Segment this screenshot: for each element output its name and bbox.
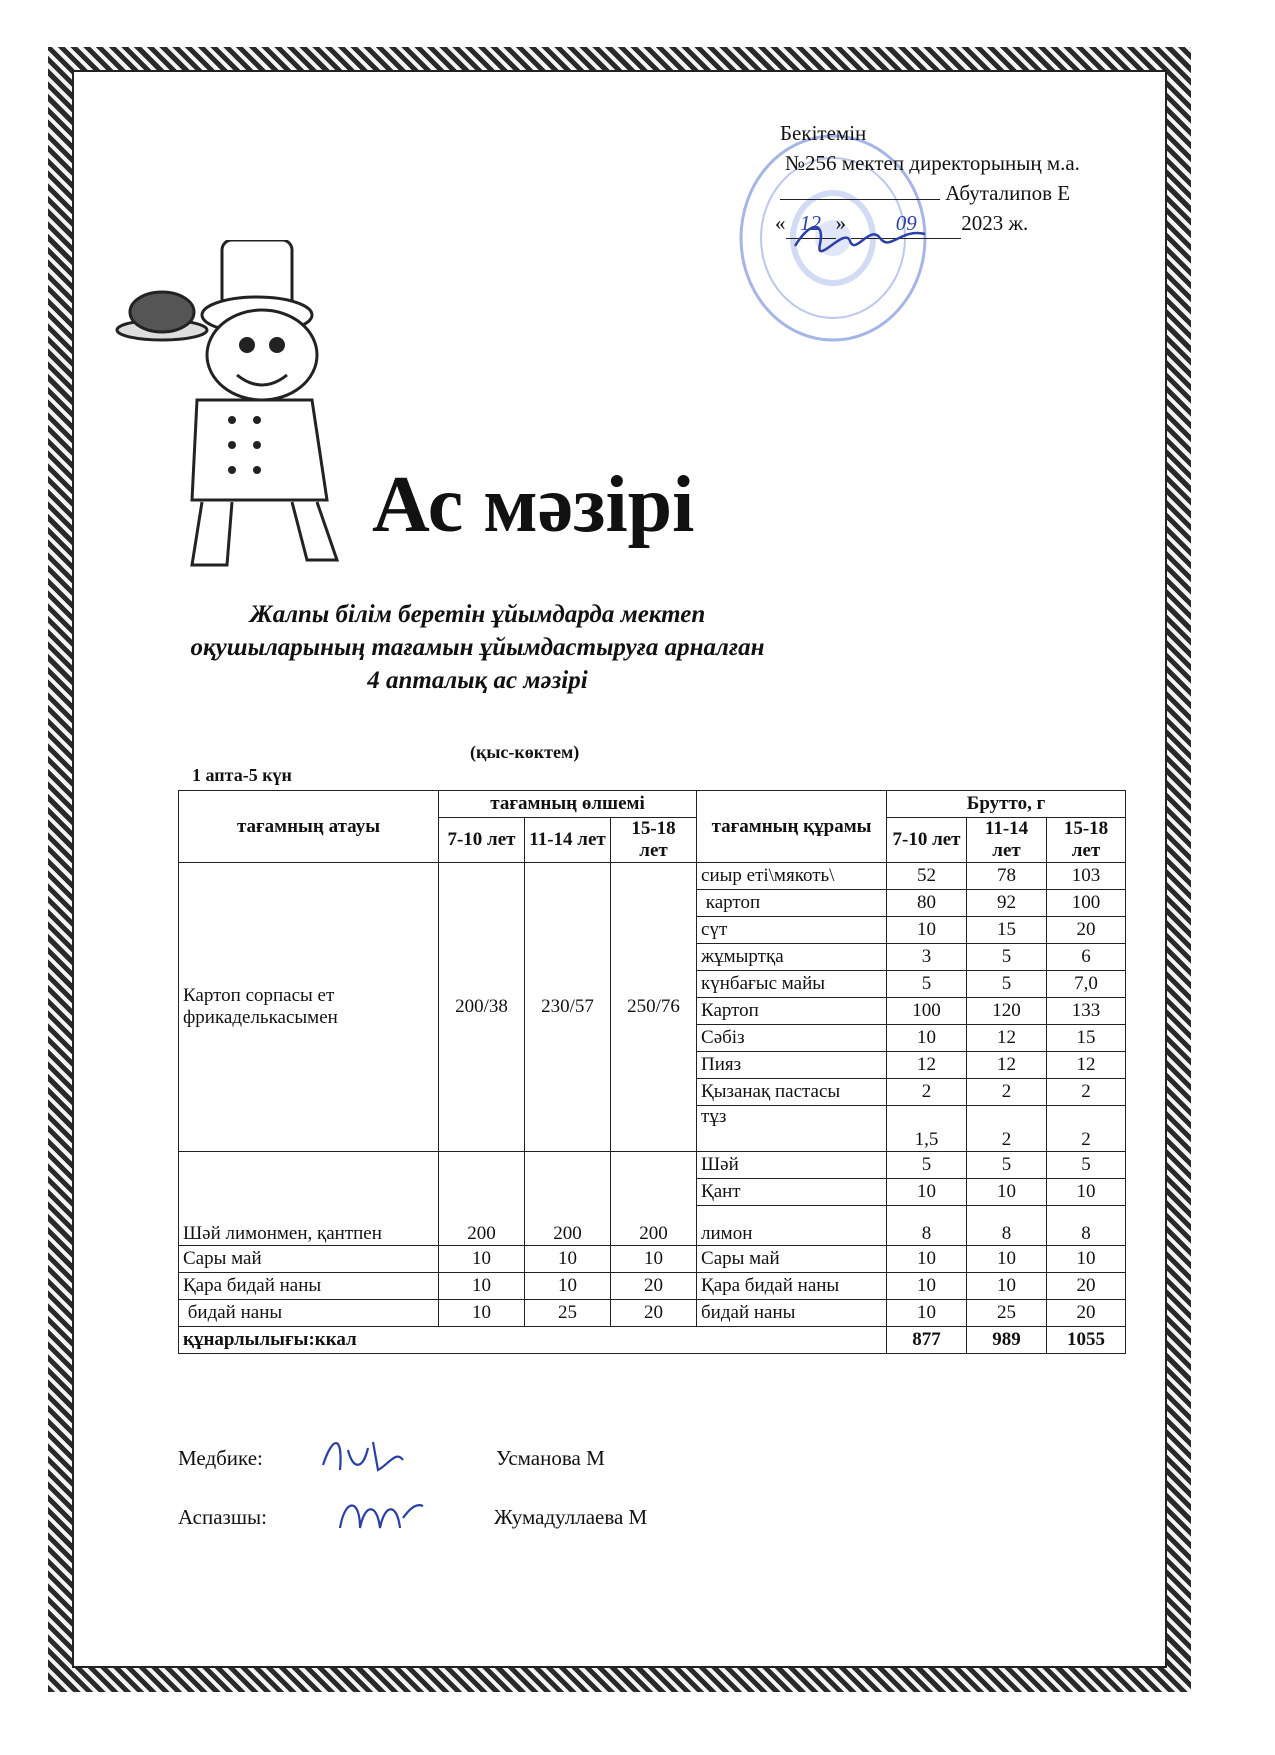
ingredient-name: Сәбіз: [697, 1025, 887, 1052]
portion-cell: 200: [439, 1152, 525, 1246]
brutto-cell: 5: [887, 971, 967, 998]
brutto-cell: 8: [967, 1206, 1047, 1246]
brutto-cell: 80: [887, 890, 967, 917]
brutto-cell: 1,5: [887, 1106, 967, 1152]
total-label: құнарлылығы:ккал: [179, 1327, 887, 1354]
header-brutto: Брутто, г: [887, 791, 1126, 818]
dish-name: Картоп сорпасы ет фрикаделькасымен: [179, 863, 439, 1152]
brutto-cell: 12: [1047, 1052, 1126, 1079]
brutto-cell: 78: [967, 863, 1047, 890]
cook-name: Жумадуллаева М: [494, 1505, 648, 1529]
total-value: 877: [887, 1327, 967, 1354]
nurse-signature: [318, 1430, 408, 1480]
header-dish-name: тағамның атауы: [179, 791, 439, 863]
page-subtitle: Жалпы білім беретін ұйымдарда мектеп оқушыларының тағамын ұйымдастыруға арналған 4 апталық ас мәзірі: [190, 601, 765, 694]
brutto-cell: 5: [967, 1152, 1047, 1179]
brutto-cell: 8: [887, 1206, 967, 1246]
portion-cell: 250/76: [611, 863, 697, 1152]
brutto-cell: 10: [1047, 1179, 1126, 1206]
brutto-cell: 2: [967, 1079, 1047, 1106]
dish-name: бидай наны: [179, 1300, 439, 1327]
director-signature-line: [780, 199, 940, 200]
portion-cell: 200: [611, 1152, 697, 1246]
dish-name: Шәй лимонмен, қантпен: [179, 1152, 439, 1246]
brutto-cell: 10: [967, 1246, 1047, 1273]
brutto-cell: 100: [1047, 890, 1126, 917]
date-suffix: ж.: [1008, 211, 1029, 235]
page-title: Ас мәзірі: [372, 461, 695, 549]
table-row: [179, 863, 1126, 890]
brutto-cell: 133: [1047, 998, 1126, 1025]
brutto-cell: 6: [1047, 944, 1126, 971]
brutto-cell: 15: [1047, 1025, 1126, 1052]
portion-cell: 10: [439, 1246, 525, 1273]
ingredient-name: жұмыртқа: [697, 944, 887, 971]
brutto-cell: 10: [887, 1246, 967, 1273]
director-name: Абуталипов Е: [945, 181, 1071, 205]
brutto-cell: 12: [887, 1052, 967, 1079]
ingredient-name: күнбағыс майы: [697, 971, 887, 998]
brutto-cell: 2: [967, 1106, 1047, 1152]
portion-cell: 230/57: [525, 863, 611, 1152]
dish-name: Қара бидай наны: [179, 1273, 439, 1300]
ingredient-name: бидай наны: [697, 1300, 887, 1327]
header-age: 7-10 лет: [887, 818, 967, 863]
brutto-cell: 10: [887, 1179, 967, 1206]
brutto-cell: 20: [1047, 917, 1126, 944]
approval-title: Бекітемін: [780, 121, 867, 145]
brutto-cell: 120: [967, 998, 1047, 1025]
brutto-cell: 5: [967, 944, 1047, 971]
ingredient-name: Пияз: [697, 1052, 887, 1079]
brutto-cell: 20: [1047, 1300, 1126, 1327]
ingredient-name: Шәй: [697, 1152, 887, 1179]
table-row: [179, 1152, 1126, 1179]
portion-cell: 10: [439, 1273, 525, 1300]
brutto-cell: 12: [967, 1025, 1047, 1052]
portion-cell: 10: [525, 1273, 611, 1300]
header-age: 11-14 лет: [967, 818, 1047, 863]
portion-cell: 10: [439, 1300, 525, 1327]
brutto-cell: 2: [1047, 1079, 1126, 1106]
menu-table: [178, 790, 1126, 1354]
portion-cell: 25: [525, 1300, 611, 1327]
brutto-cell: 15: [967, 917, 1047, 944]
ingredient-name: Қара бидай наны: [697, 1273, 887, 1300]
total-value: 1055: [1047, 1327, 1126, 1354]
approval-date: « 12 » 09 2023 ж.: [775, 208, 1080, 239]
brutto-cell: 10: [887, 1273, 967, 1300]
ingredient-name: тұз: [697, 1106, 887, 1152]
ingredient-name: сиыр еті\мякоть\: [697, 863, 887, 890]
brutto-cell: 103: [1047, 863, 1126, 890]
brutto-cell: 2: [887, 1079, 967, 1106]
nurse-name: Усманова М: [496, 1446, 605, 1470]
dish-name: Сары май: [179, 1246, 439, 1273]
ingredient-name: лимон: [697, 1206, 887, 1246]
brutto-cell: 5: [1047, 1152, 1126, 1179]
brutto-cell: 5: [887, 1152, 967, 1179]
brutto-cell: 3: [887, 944, 967, 971]
ingredient-name: сүт: [697, 917, 887, 944]
portion-cell: 10: [611, 1246, 697, 1273]
approval-position: №256 мектеп директорының м.а.: [785, 151, 1080, 175]
portion-cell: 20: [611, 1300, 697, 1327]
brutto-cell: 8: [1047, 1206, 1126, 1246]
brutto-cell: 10: [887, 917, 967, 944]
table-row: [179, 1246, 1126, 1273]
header-portion: тағамның өлшемі: [439, 791, 697, 818]
date-day: 12: [786, 208, 836, 239]
brutto-cell: 10: [887, 1300, 967, 1327]
season-label: (қыс-көктем): [470, 742, 580, 762]
header-row: [179, 791, 1126, 818]
table-row: [179, 1273, 1126, 1300]
header-age: 15-18 лет: [611, 818, 697, 863]
brutto-cell: 10: [887, 1025, 967, 1052]
header-age: 15-18 лет: [1047, 818, 1126, 863]
brutto-cell: 100: [887, 998, 967, 1025]
brutto-cell: 5: [967, 971, 1047, 998]
cook-signature: [335, 1488, 425, 1538]
brutto-cell: 10: [1047, 1246, 1126, 1273]
date-year: 2023: [961, 211, 1004, 235]
header-composition: тағамның құрамы: [697, 791, 887, 863]
cook-role: Аспазшы:: [178, 1505, 267, 1529]
ingredient-name: Қант: [697, 1179, 887, 1206]
total-value: 989: [967, 1327, 1047, 1354]
brutto-cell: 7,0: [1047, 971, 1126, 998]
portion-cell: 200/38: [439, 863, 525, 1152]
portion-cell: 10: [525, 1246, 611, 1273]
ingredient-name: Сары май: [697, 1246, 887, 1273]
header-age: 7-10 лет: [439, 818, 525, 863]
chef-illustration: [112, 240, 372, 570]
ingredient-name: Картоп: [697, 998, 887, 1025]
brutto-cell: 20: [1047, 1273, 1126, 1300]
total-row: [179, 1327, 1126, 1354]
header-age: 11-14 лет: [525, 818, 611, 863]
brutto-cell: 52: [887, 863, 967, 890]
brutto-cell: 2: [1047, 1106, 1126, 1152]
brutto-cell: 25: [967, 1300, 1047, 1327]
ingredient-name: картоп: [697, 890, 887, 917]
director-signature: [790, 216, 930, 256]
day-label: 1 апта-5 күн: [192, 765, 292, 785]
nurse-role: Медбике:: [178, 1446, 263, 1470]
brutto-cell: 10: [967, 1179, 1047, 1206]
ingredient-name: Қызанақ пастасы: [697, 1079, 887, 1106]
date-month: 09: [851, 208, 961, 239]
table-row: [179, 1300, 1126, 1327]
portion-cell: 20: [611, 1273, 697, 1300]
portion-cell: 200: [525, 1152, 611, 1246]
brutto-cell: 10: [967, 1273, 1047, 1300]
brutto-cell: 12: [967, 1052, 1047, 1079]
brutto-cell: 92: [967, 890, 1047, 917]
